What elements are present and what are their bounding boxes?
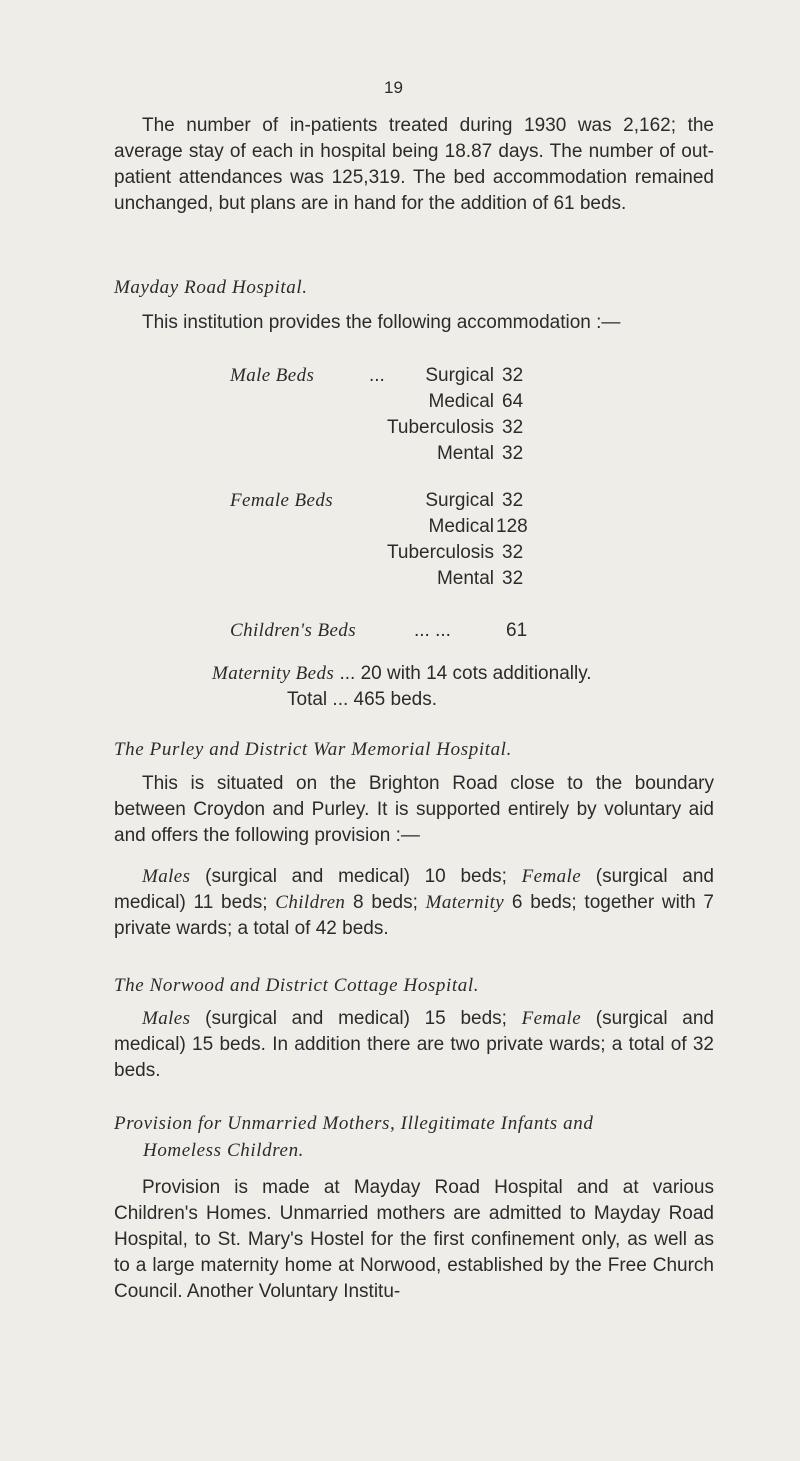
- children-beds-dots: ... ...: [414, 620, 451, 641]
- maternity-beds-row: [212, 663, 592, 685]
- norwood-heading: The Norwood and District Cottage Hospital.: [114, 975, 480, 996]
- provision-heading-line1: Provision for Unmarried Mothers, Illegitimate Infants and: [114, 1113, 594, 1134]
- norwood-text: [114, 1006, 714, 1084]
- maternity-beds-label: Maternity Beds: [212, 663, 335, 684]
- children-beds-label: Children's Beds: [230, 620, 356, 641]
- male-row-count: 32: [502, 417, 524, 438]
- children-text: 8 beds;: [345, 892, 426, 913]
- female-row-count: 32: [502, 542, 524, 563]
- page-number: 19: [384, 78, 403, 97]
- mayday-heading: Mayday Road Hospital.: [114, 277, 308, 298]
- female-row-type: Tuberculosis: [386, 542, 494, 563]
- mayday-total: Total ... 465 beds.: [287, 689, 437, 710]
- male-beds-label: Male Beds: [230, 365, 315, 386]
- mayday-intro: This institution provides the following accommodation :—: [142, 312, 621, 333]
- male-row-count: 64: [502, 391, 524, 412]
- intro-text: The number of in-patients treated during 1930 was 2,162; the average stay of each in hospital being 18.87 days. The number of out-patient attendances was 125,319. The bed accommodation remained unchanged, but plans are in hand for the addition of 61 beds.: [114, 115, 714, 214]
- male-row-count: 32: [502, 443, 524, 464]
- norwood-males-label: Males: [142, 1008, 191, 1029]
- male-row-type: Surgical: [425, 365, 494, 386]
- males-label: Males: [142, 866, 191, 887]
- maternity-text: 6 beds; together with 7 private wards; a total of 42 beds.: [114, 892, 714, 939]
- children-beds-count: 61: [506, 620, 528, 641]
- male-row-type: Tuberculosis: [386, 417, 494, 438]
- maternity-beds-detail: ... 20 with 14 cots additionally.: [339, 663, 592, 684]
- norwood-paragraph: [114, 1006, 714, 1084]
- norwood-female-text: (surgical and medical) 15 beds. In addition there are two private wards; a total of 32 beds.: [114, 1008, 714, 1081]
- female-row-count: 32: [502, 490, 524, 511]
- female-text: (surgical and medical) 11 beds;: [114, 866, 714, 913]
- female-row-type: Medical: [428, 516, 494, 537]
- maternity-label: Maternity: [425, 892, 505, 913]
- intro-paragraph: [114, 113, 714, 217]
- males-text: (surgical and medical) 10 beds;: [190, 866, 522, 887]
- female-row-count: 128: [496, 516, 528, 537]
- female-row-type: Mental: [436, 568, 494, 589]
- norwood-female-label: Female: [521, 1008, 582, 1029]
- provision-text: Provision is made at Mayday Road Hospital and at various Children's Homes. Unmarried mothers are admitted to Mayday Road Hospital, to St. Mary's Hostel for the first confinement only, as well as to a large maternity home at Norwood, established by the Free Church Council. Another Voluntary Institu-: [114, 1177, 714, 1302]
- male-beds-dots: ...: [369, 365, 385, 386]
- provision-heading-line2: Homeless Children.: [143, 1140, 305, 1161]
- female-row-type: Surgical: [425, 490, 494, 511]
- female-label: Female: [521, 866, 582, 887]
- provision-paragraph: [114, 1175, 714, 1305]
- purley-heading: The Purley and District War Memorial Hospital.: [114, 739, 512, 760]
- female-row-count: 32: [502, 568, 524, 589]
- purley-provision: [114, 864, 714, 942]
- purley-text: This is situated on the Brighton Road close to the boundary between Croydon and Purley. It is supported entirely by voluntary aid and offers the following provision :—: [114, 773, 714, 846]
- purley-paragraph: [114, 771, 714, 849]
- female-beds-label: Female Beds: [230, 490, 334, 511]
- norwood-males-text: (surgical and medical) 15 beds;: [190, 1008, 522, 1029]
- male-row-count: 32: [502, 365, 524, 386]
- male-row-type: Medical: [428, 391, 494, 412]
- male-row-type: Mental: [436, 443, 494, 464]
- children-label: Children: [275, 892, 346, 913]
- purley-provision-text: [114, 864, 714, 942]
